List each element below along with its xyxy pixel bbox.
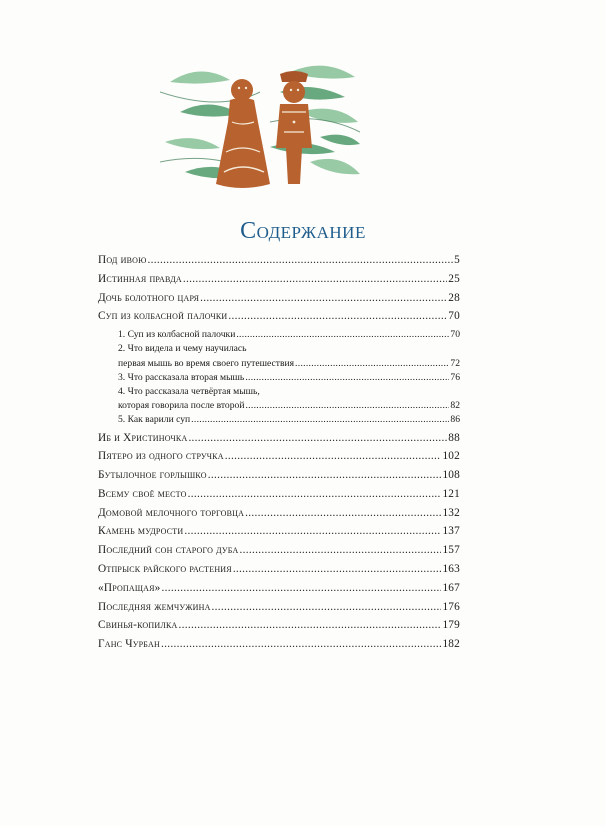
toc-subentry-page: 86	[450, 414, 460, 426]
leader-dots	[245, 372, 449, 383]
toc-entry-page: 70	[448, 310, 460, 323]
toc-subentry-line1: 2. Что видела и чему научилась	[118, 343, 247, 355]
toc-entry-title: Бутылочное горлышко	[98, 469, 207, 482]
toc-subentry-page: 72	[450, 357, 460, 369]
toc-entry-title: Свинья-копилка	[98, 619, 178, 632]
leader-dots	[228, 310, 447, 322]
leader-dots	[212, 601, 442, 613]
leader-dots	[233, 563, 442, 575]
toc-entry[interactable]	[98, 619, 460, 638]
toc-entry-page: 108	[442, 469, 460, 482]
toc-subentry-title: 1. Суп из колбасной палочки	[118, 329, 236, 341]
toc-entry-page: 5	[454, 254, 460, 266]
toc-entry[interactable]	[98, 525, 460, 544]
toc-entry[interactable]	[98, 292, 460, 311]
toc-subentry-title: первая мышь во время своего путешествия	[118, 357, 295, 369]
toc-entry-title: Последняя жемчужина	[98, 600, 211, 613]
toc-subentry[interactable]	[118, 329, 460, 343]
leader-dots	[295, 358, 449, 369]
toc-entry-page: 102	[442, 450, 460, 463]
page-title: Содержание	[240, 218, 366, 244]
toc-entry[interactable]	[98, 450, 460, 469]
toc-entry-title: Всему своё место	[98, 487, 187, 500]
toc-entry[interactable]	[98, 507, 460, 526]
leader-dots	[239, 544, 441, 556]
toc-entry-title: Последний сон старого дуба	[98, 544, 239, 557]
toc-entry[interactable]	[98, 254, 460, 273]
toc-entry-page: 137	[442, 525, 460, 538]
toc-entry-title: «Пропащая»	[98, 581, 161, 594]
leader-dots	[245, 400, 449, 411]
leader-dots	[161, 638, 442, 650]
toc-entry[interactable]	[98, 310, 460, 329]
leader-dots	[179, 619, 442, 631]
toc-entry[interactable]	[98, 582, 460, 601]
toc-entry-page: 167	[442, 581, 460, 594]
toc-entry[interactable]	[98, 544, 460, 563]
leader-dots	[236, 329, 449, 340]
toc-entry-page: 157	[442, 544, 460, 557]
toc-entry[interactable]	[98, 432, 460, 451]
toc-entry-title: Пятеро из одного стручка	[98, 450, 224, 463]
toc-entry-page: 163	[442, 563, 460, 576]
table-of-contents	[98, 254, 460, 657]
toc-entry-title: Отпрыск райского растения	[98, 563, 232, 576]
toc-subentry[interactable]	[118, 400, 460, 414]
toc-entry-page: 88	[448, 431, 460, 444]
toc-entry-title: Под ивою	[98, 254, 147, 266]
toc-entry-title: Домовой мелочного торговца	[98, 506, 245, 519]
leader-dots	[188, 432, 447, 444]
toc-subentry-page: 82	[450, 400, 460, 412]
toc-entry-page: 179	[442, 619, 460, 632]
toc-entry[interactable]	[98, 638, 460, 657]
leader-dots	[188, 488, 442, 500]
toc-subentry[interactable]	[118, 372, 460, 386]
leader-dots	[183, 273, 447, 285]
toc-subentry-page: 76	[450, 371, 460, 383]
leader-dots	[148, 254, 454, 266]
leader-dots	[200, 292, 447, 304]
toc-subentry[interactable]	[118, 414, 460, 428]
gingerbread-couple-illustration	[160, 52, 360, 200]
leader-dots	[225, 450, 442, 462]
toc-entry-page: 28	[448, 291, 460, 304]
toc-subentry-title: которая говорила после второй	[118, 400, 245, 412]
toc-entry-title: Ганс Чурбан	[98, 638, 160, 651]
toc-entry-title: Истинная правда	[98, 272, 182, 285]
toc-subentry-title: 5. Как варили суп	[118, 414, 191, 426]
toc-entry-title: Суп из колбасной палочки	[98, 310, 228, 323]
leader-dots	[191, 414, 449, 425]
toc-entry-page: 182	[442, 638, 460, 651]
toc-subentry[interactable]	[118, 358, 460, 372]
toc-subentry-line1: 4. Что рассказала четвёртая мышь,	[118, 385, 260, 397]
toc-entry-page: 25	[448, 272, 460, 285]
toc-entry[interactable]	[98, 488, 460, 507]
toc-entry[interactable]	[98, 563, 460, 582]
leader-dots	[245, 507, 441, 519]
toc-subentry-page: 70	[450, 329, 460, 341]
toc-entry[interactable]	[98, 273, 460, 292]
toc-entry[interactable]	[98, 469, 460, 488]
toc-entry-title: Камень мудрости	[98, 525, 184, 538]
leader-dots	[208, 469, 442, 481]
leader-dots	[162, 582, 442, 594]
toc-entry-page: 132	[442, 506, 460, 519]
toc-entry-title: Дочь болотного царя	[98, 291, 200, 304]
toc-entry-page: 176	[442, 600, 460, 613]
toc-entry-page: 121	[442, 487, 460, 500]
leader-dots	[184, 525, 441, 537]
toc-entry-title: Иб и Христиночка	[98, 431, 188, 444]
toc-entry[interactable]	[98, 601, 460, 620]
toc-subentry-title: 3. Что рассказала вторая мышь	[118, 371, 245, 383]
